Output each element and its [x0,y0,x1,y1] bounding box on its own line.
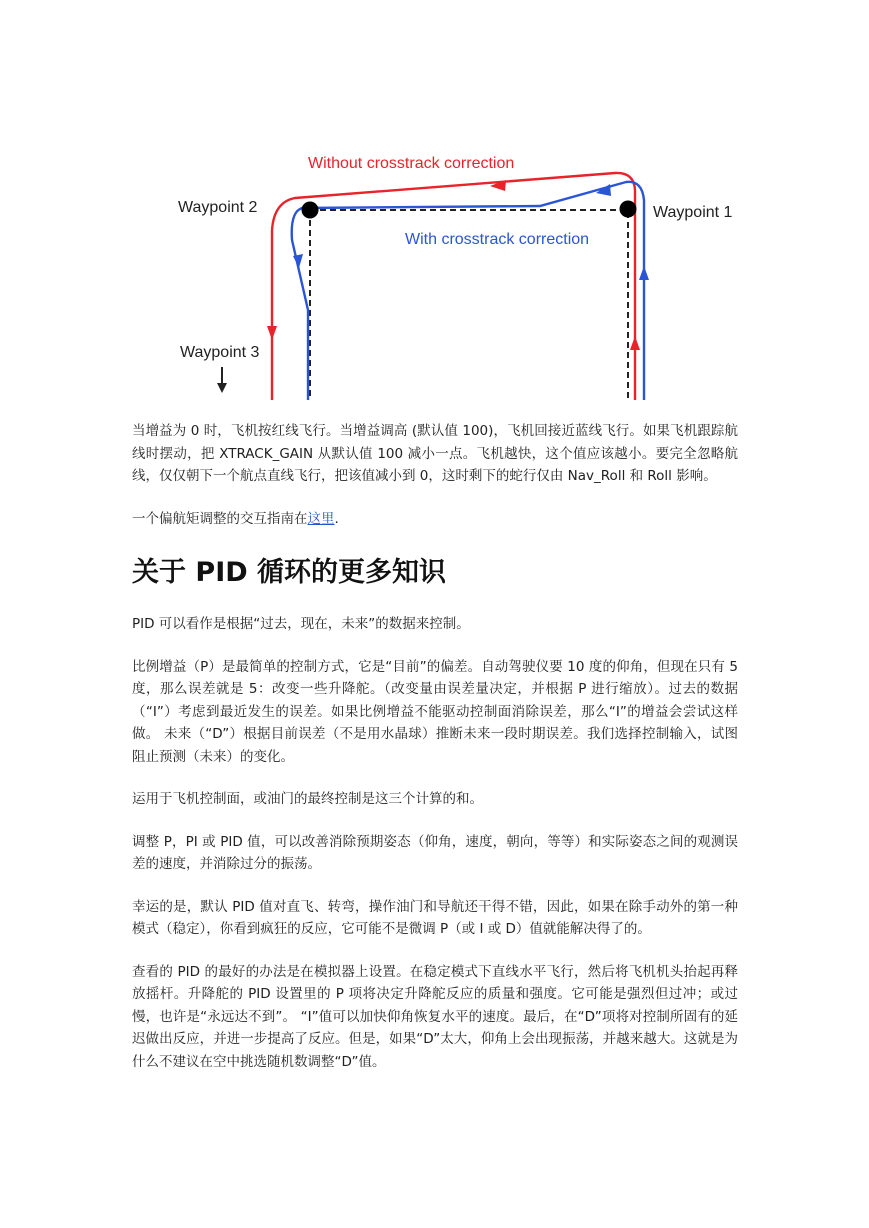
guide-text: 一个偏航矩调整的交互指南在 [132,510,308,527]
blue-arrow-right [639,266,649,280]
red-arrow-right [630,336,640,350]
label-without-correction: Without crosstrack correction [308,155,515,172]
guide-link[interactable]: 这里 [307,510,335,527]
red-arrow-left [267,326,277,340]
paragraph-guide [132,508,738,531]
crosstrack-diagram [160,140,760,400]
paragraph-pid-terms: 比例增益（P）是最简单的控制方式，它是“目前”的偏差。自动驾驶仪要 10 度的仰角，但现在只有 5 度，那么误差就是 5：改变一些升降舵。（改变量由误差量决定，并根据 P 进行缩放）。过去的数据（“I”）考虑到最近发生的误差。如果比例增益不能驱动控制面消除误差，那么“I”的增益会尝试这样做。 未来（“D”）根据目前误差（不是用水晶球）推断未来一段时期误差。我们选择控制输入，试图阻止预测（未来）的变化。 [132,658,738,765]
label-with-correction: With crosstrack correction [405,231,590,248]
label-waypoint-2: Waypoint 2 [178,199,258,216]
paragraph-pid-simulator: 查看的 PID 的最好的办法是在模拟器上设置。在稳定模式下直线水平飞行，然后将飞机机头抬起再释放摇杆。升降舵的 PID 设置里的 P 项将决定升降舵反应的质量和强度。它可能是强烈但过冲；或过慢，也许是“永远达不到”。 “I”值可以加快仰角恢复水平的速度。最后，在“D”项将对控制所固有的延迟做出反应，并进一步提高了反应。但是，如果“D”太大，仰角上会出现振荡，并越来越大。这就是为什么不建议在空中挑选随机数调整“D”值。 [132,963,738,1070]
blue-arrow-left [293,254,303,268]
label-waypoint-1: Waypoint 1 [653,204,733,221]
paragraph-xtrack-gain: 当增益为 0 时，飞机按红线飞行。当增益调高 (默认值 100)，飞机回接近蓝线飞行。如果飞机跟踪航线时摆动，把 XTRACK_GAIN 从默认值 100 减小一点。飞机越快，这个值应该越小。要完全忽略航线，仅仅朝下一个航点直线飞行，把该值减小到 0，这时剩下的蛇行仅由 Nav_Roll 和 Roll 影响。 [132,423,738,484]
paragraph-pid-defaults: 幸运的是，默认 PID 值对直飞、转弯，操作油门和导航还干得不错，因此，如果在除手动外的第一种模式（稳定），你看到疯狂的反应，它可能不是微调 P（或 I 或 D）值就能解决得了的。 [132,898,738,937]
guide-period: . [334,510,339,527]
crosstrack-figure [160,140,760,400]
label-waypoint-3: Waypoint 3 [180,344,260,361]
paragraph-pid-intro: PID 可以看作是根据“过去，现在，未来”的数据来控制。 [132,616,470,632]
paragraph-pid-tuning: 调整 P，PI 或 PID 值，可以改善消除预期姿态（仰角，速度，朝向，等等）和实际姿态之间的观测误差的速度，并消除过分的振荡。 [132,833,738,872]
blue-path [292,182,644,400]
paragraph-pid-sum: 运用于飞机控制面，或油门的最终控制是这三个计算的和。 [132,791,483,807]
document-body [132,420,738,1093]
waypoint-2-dot [302,202,319,219]
waypoint-3-arrowhead [217,383,227,393]
section-heading: 关于 PID 循环的更多知识 [132,557,447,588]
waypoint-1-dot [620,201,637,218]
